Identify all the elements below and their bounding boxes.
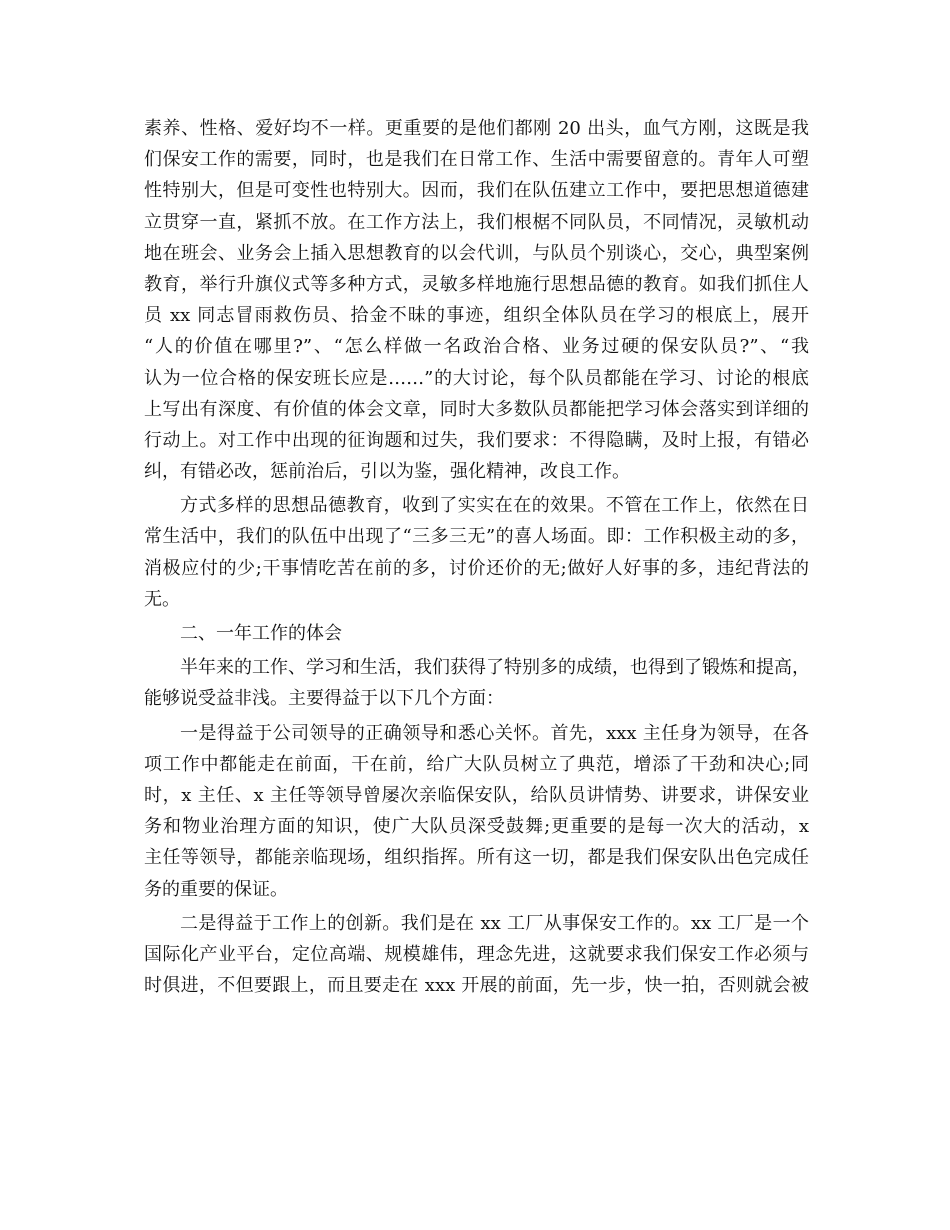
paragraph [144,652,809,714]
text-line: 务的重要的保证。 [144,878,288,900]
text-line: 务和物业治理方面的知识，使广大队员深受鼓舞;更重要的是每一次大的活动，x [144,816,809,838]
text-line: 项工作中都能走在前面，干在前，给广大队员树立了典范，增添了干劲和决心;同 [144,753,809,775]
text-line: 认为一位合格的保安班长应是……”的大讨论，每个队员都能在学习、讨论的根底 [144,367,809,389]
text-line: 教育，举行升旗仪式等多种方式，灵敏多样地施行思想品德的教育。如我们抓住人 [144,273,809,295]
paragraph [144,718,809,905]
text-line: 方式多样的思想品德教育，收到了实实在在的效果。不管在工作上，依然在日 [180,495,809,517]
text-line: 性特别大，但是可变性也特别大。因而，我们在队伍建立工作中，要把思想道德建 [144,180,809,202]
text-line: 时，x 主任、x 主任等领导曾屡次亲临保安队，给队员讲情势、讲要求，讲保安业 [144,784,809,806]
text-line: 纠，有错必改，惩前治后，引以为鉴，强化精神，改良工作。 [144,461,630,483]
text-line: 地在班会、业务会上插入思想教育的以会代训，与队员个别谈心，交心，典型案例 [144,242,809,264]
document-body [144,113,809,1001]
text-line: “人的价值在哪里?”、“怎么样做一名政治合格、业务过硬的保安队员?”、“我 [144,336,809,358]
text-line: 国际化产业平台，定位高端、规模雄伟，理念先进，这就要求我们保安工作必须与 [144,943,809,965]
text-line: 常生活中，我们的队伍中出现了“三多三无”的喜人场面。即：工作积极主动的多， [144,526,809,548]
text-line: 半年来的工作、学习和生活，我们获得了特别多的成绩，也得到了锻炼和提高， [180,657,810,679]
text-line: 们保安工作的需要，同时，也是我们在日常工作、生活中需要留意的。青年人可塑 [144,149,809,171]
paragraph [144,113,809,487]
text-line: 主任等领导，都能亲临现场，组织指挥。所有这一切，都是我们保安队出色完成任 [144,847,809,869]
heading-text: 二、一年工作的体会 [180,623,342,644]
text-line: 行动上。对工作中出现的征询题和过失，我们要求：不得隐瞒，及时上报，有错必 [144,429,809,451]
text-line: 二是得益于工作上的创新。我们是在 xx 工厂从事保安工作的。xx 工厂是一个 [180,912,809,934]
text-line: 时俱进，不但要跟上，而且要走在 xxx 开展的前面，先一步，快一拍，否则就会被 [144,975,809,997]
paragraph [144,908,809,1002]
text-line: 上写出有深度、有价值的体会文章，同时大多数队员都能把学习体会落实到详细的 [144,398,809,420]
section-heading [144,618,809,649]
text-line: 无。 [144,588,180,610]
text-line: 员 xx 同志冒雨救伤员、拾金不昧的事迹，组织全体队员在学习的根底上，展开 [144,305,809,327]
text-line: 素养、性格、爱好均不一样。更重要的是他们都刚 20 出头，血气方刚，这既是我 [144,118,809,139]
paragraph [144,490,809,615]
text-line: 立贯穿一直，紧抓不放。在工作方法上，我们根椐不同队员，不同情况，灵敏机动 [144,211,809,233]
text-line: 能够说受益非浅。主要得益于以下几个方面： [144,688,504,710]
text-line: 一是得益于公司领导的正确领导和悉心关怀。首先，xxx 主任身为领导，在各 [180,722,809,744]
text-line: 消极应付的少;干事情吃苦在前的多，讨价还价的无;做好人好事的多，违纪背法的 [144,557,809,579]
